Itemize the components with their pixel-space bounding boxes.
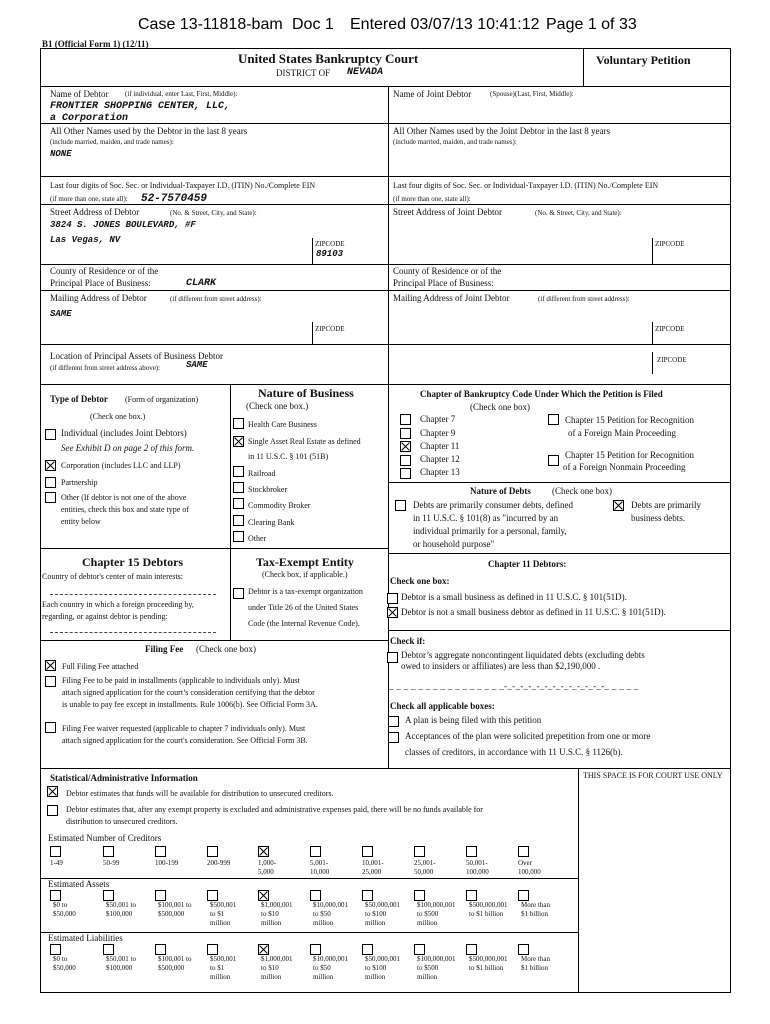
frame-right [730,48,731,992]
assets-option-2-line-1: $500,000 [158,910,185,918]
commodity-broker-checkbox[interactable] [233,498,244,509]
divider [40,86,731,87]
chapter-11-label: Chapter 11 [420,441,460,451]
assets-option-8-line-1: to $1 billion [469,910,504,918]
liabilities-option-7-line-2: million [417,973,438,981]
aggregate-debts-line1: Debtor’s aggregate noncontingent liquidated debts (excluding debts [401,650,645,660]
creditors-option-4-checkbox[interactable] [258,846,269,857]
divider [230,384,231,548]
liabilities-option-7-checkbox[interactable] [414,944,425,955]
funds-available-checkbox[interactable] [47,786,58,797]
chapter-9-checkbox[interactable] [400,428,411,439]
divider [40,290,731,291]
creditors-option-8-line-0: 50,001- [466,859,488,867]
divider [652,238,653,264]
business-debts-line2: business debts. [631,513,685,523]
liabilities-option-3-line-2: million [210,973,231,981]
creditors-option-0-checkbox[interactable] [50,846,61,857]
debtor-mailing-label: Mailing Address of Debtor [50,293,147,303]
assets-option-4-line-1: to $10 [261,910,279,918]
doc-number: Doc 1 [292,16,334,33]
assets-option-8-line-0: $500,000,001 [469,901,508,909]
creditors-option-9-checkbox[interactable] [518,846,529,857]
tax-exempt-checkbox[interactable] [233,588,244,599]
debtor-other-names-hint: (include married, maiden, and trade names): [50,138,174,146]
joint-county-label2: Principal Place of Business: [393,278,494,288]
divider [388,86,389,384]
divider [40,548,388,549]
assets-option-7-line-2: million [417,919,438,927]
assets-option-1-line-0: $50,001 to [106,901,136,909]
liabilities-option-6-line-2: million [365,973,386,981]
other-entity-line2: entities, check this box and state type of [61,505,189,514]
liabilities-option-6-line-0: $50,000,001 [365,955,400,963]
assets-option-6-line-1: to $100 [365,910,387,918]
frame-bottom [40,992,731,993]
joint-street-label: Street Address of Joint Debtor [393,207,502,217]
chapter-7-label: Chapter 7 [420,414,456,424]
divider [40,264,731,265]
liabilities-option-5-line-2: million [313,973,334,981]
creditors-option-7-line-0: 25,001- [414,859,436,867]
form-id: B1 (Official Form 1) (12/11) [42,39,149,49]
debtor-zip: 89103 [316,249,344,259]
fee-waiver-line2: attach signed application for the court's consideration. See Official Form 3B. [62,736,308,745]
creditors-option-7-checkbox[interactable] [414,846,425,857]
railroad-label: Railroad [248,469,276,478]
page-number: Page 1 of 33 [546,16,637,33]
single-asset-line2: in 11 U.S.C. § 101 (51B) [248,452,329,461]
aggregate-debts-line2: owed to insiders or affiliates) are less than $2,190,000 . [401,661,601,671]
debtor-mailing-zip-label: ZIPCODE [315,325,345,333]
corporation-checkbox[interactable] [45,460,56,471]
divider [40,768,731,769]
liabilities-option-3-line-1: to $1 [210,964,225,972]
tax-exempt-line2: under Title 26 of the United States [248,603,359,612]
assets-option-5-line-2: million [313,919,334,927]
location-value: SAME [186,360,208,370]
entered-date: Entered 03/07/13 10:41:12 [350,16,540,33]
no-funds-line1: Debtor estimates that, after any exempt property is excluded and administrative expenses paid, there will be no funds available for [66,805,483,814]
divider [40,123,731,124]
chapter-12-label: Chapter 12 [420,454,460,464]
debtor-ein: 52-7570459 [141,193,208,205]
chapter-15-nonmain-checkbox[interactable] [548,455,559,466]
clearing-bank-checkbox[interactable] [233,515,244,526]
single-asset-checkbox[interactable] [233,436,244,447]
debtor-zip-label: ZIPCODE [315,240,345,248]
creditors-option-2-line-0: 100-199 [155,859,179,867]
location-label: Location of Principal Assets of Business Debtor [50,351,223,361]
debtor-name-line1: FRONTIER SHOPPING CENTER, LLC, [50,101,231,112]
assets-option-0-checkbox[interactable] [50,890,61,901]
creditors-option-3-line-0: 200-999 [207,859,231,867]
partnership-checkbox[interactable] [45,477,56,488]
business-debts-checkbox[interactable] [613,500,624,511]
chapter-15-main-line2: of a Foreign Main Proceeding [568,428,676,438]
chapter-11-checkbox[interactable] [400,441,411,452]
liabilities-option-4-checkbox[interactable] [258,944,269,955]
fee-waiver-checkbox[interactable] [45,722,56,733]
full-fee-label: Full Filing Fee attached [62,662,139,671]
assets-option-3-line-0: $500,001 [210,901,237,909]
liabilities-option-9-checkbox[interactable] [518,944,529,955]
creditors-option-8-line-1: 100,000 [466,868,489,876]
clearing-bank-label: Clearing Bank [248,518,295,527]
liabilities-option-5-line-1: to $50 [313,964,331,972]
divider [40,640,388,641]
see-exhibit-d: See Exhibit D on page 2 of this form. [61,443,195,453]
divider [388,482,731,483]
divider [652,352,653,374]
divider [583,48,584,86]
joint-other-names-hint: (include married, maiden, and trade names): [393,138,517,146]
stockbroker-checkbox[interactable] [233,482,244,493]
joint-mailing-zip-label: ZIPCODE [655,325,685,333]
ch11-title: Chapter 11 Debtors: [488,559,567,569]
assets-option-6-checkbox[interactable] [362,890,373,901]
assets-option-2-line-0: $100,001 to [158,901,192,909]
full-fee-checkbox[interactable] [45,660,56,671]
assets-option-5-line-0: $10,000,001 [313,901,348,909]
assets-option-5-line-1: to $50 [313,910,331,918]
chapter-title: Chapter of Bankruptcy Code Under Which the Petition is Filed [420,389,663,399]
divider [40,176,731,177]
liabilities-option-1-checkbox[interactable] [103,944,114,955]
acceptances-line2: classes of creditors, in accordance with 11 U.S.C. § 1126(b). [405,747,623,757]
installments-checkbox[interactable] [45,676,56,687]
liabilities-option-0-checkbox[interactable] [50,944,61,955]
statistical-title: Statistical/Administrative Information [50,773,198,783]
plan-filed-checkbox[interactable] [388,716,399,727]
liabilities-option-6-checkbox[interactable] [362,944,373,955]
ch15-each-line1: Each country in which a foreign proceeding by, [42,600,194,609]
nature-business-check: (Check one box.) [246,401,309,411]
divider [50,594,216,595]
divider [578,768,579,992]
creditors-option-2-checkbox[interactable] [155,846,166,857]
creditors-option-4-line-1: 5,000 [258,868,274,876]
acceptances-checkbox[interactable] [388,732,399,743]
type-debtor-check: (Check one box.) [90,412,146,421]
liabilities-option-7-line-0: $100,000,001 [417,955,456,963]
joint-ssn-hint: (if more than one, state all): [393,195,471,203]
assets-option-3-line-1: to $1 [210,910,225,918]
assets-option-6-line-2: million [365,919,386,927]
nature-debts-title: Nature of Debts [470,486,531,496]
chapter-check: (Check one box) [470,402,530,412]
assets-option-0-line-0: $0 to [53,901,68,909]
liabilities-option-8-checkbox[interactable] [466,944,477,955]
assets-option-7-line-0: $100,000,001 [417,901,456,909]
tax-exempt-line3: Code (the Internal Revenue Code). [248,619,360,628]
creditors-option-8-checkbox[interactable] [466,846,477,857]
divider [40,384,731,385]
district-label: DISTRICT OF [276,68,331,78]
tax-exempt-title: Tax-Exempt Entity [256,555,354,569]
nature-debts-check: (Check one box) [552,486,612,496]
divider [50,632,216,633]
joint-county-label1: County of Residence or of the [393,266,502,276]
ch11-check-one: Check one box: [390,576,450,586]
liabilities-option-1-line-0: $50,001 to [106,955,136,963]
installments-line1: Filing Fee to be paid in installments (applicable to individuals only). Must [62,676,300,685]
liabilities-option-0-line-1: $50,000 [53,964,76,972]
aggregate-debts-checkbox[interactable] [387,652,398,663]
creditors-option-7-line-1: 50,000 [414,868,434,876]
joint-street-hint: (No. & Street, City, and State): [535,209,622,217]
assets-option-4-checkbox[interactable] [258,890,269,901]
corporation-label: Corporation (includes LLC and LLP) [61,461,181,470]
assets-option-2-checkbox[interactable] [155,890,166,901]
debtor-street1: 3824 S. JONES BOULEVARD, #F [50,220,196,230]
liabilities-option-4-line-0: $1,000,001 [261,955,293,963]
debtor-other-names-value: NONE [50,149,72,159]
consumer-debts-checkbox[interactable] [395,500,406,511]
assets-option-7-line-1: to $500 [417,910,439,918]
ch11-check-all: Check all applicable boxes: [390,701,495,711]
joint-name-label: Name of Joint Debtor [393,89,472,99]
stockbroker-label: Stockbroker [248,485,288,494]
creditors-option-6-line-0: 10,001- [362,859,384,867]
liabilities-option-2-line-1: $500,000 [158,964,185,972]
individual-checkbox[interactable] [45,429,56,440]
creditors-option-5-checkbox[interactable] [310,846,321,857]
ch15-each-line2: regarding, or against debtor is pending: [42,612,168,621]
plan-filed-label: A plan is being filed with this petition [405,715,542,725]
no-funds-checkbox[interactable] [47,805,58,816]
petition-type: Voluntary Petition [596,53,691,67]
health-care-checkbox[interactable] [233,418,244,429]
other-business-checkbox[interactable] [233,531,244,542]
creditors-option-4-line-0: 1,000- [258,859,277,867]
installments-line3: is unable to pay fee except in installments. Rule 1006(b). See Official Form 3A. [62,700,318,709]
debtor-ssn-label: Last four digits of Soc. Sec. or Individual-Taxpayer I.D. (ITIN) No./Complete EIN [50,181,316,190]
assets-option-3-checkbox[interactable] [207,890,218,901]
creditors-option-9-line-1: 100,000 [518,868,541,876]
liabilities-option-5-line-0: $10,000,001 [313,955,348,963]
liabilities-option-4-line-2: million [261,973,282,981]
assets-option-1-checkbox[interactable] [103,890,114,901]
filing-fee-check: (Check one box) [196,644,256,654]
other-entity-checkbox[interactable] [45,492,56,503]
debtor-name-line2: a Corporation [50,113,129,124]
liabilities-option-5-checkbox[interactable] [310,944,321,955]
debtor-county-label2: Principal Place of Business: [50,278,151,288]
assets-option-9-line-1: $1 billion [521,910,549,918]
location-hint: (if different from street address above): [50,364,161,372]
not-small-business-label: Debtor is not a small business debtor as defined in 11 U.S.C. § 101(51D). [401,607,666,617]
tax-exempt-check: (Check box, if applicable.) [262,570,348,579]
creditors-option-3-checkbox[interactable] [207,846,218,857]
liabilities-option-2-checkbox[interactable] [155,944,166,955]
debtor-name-hint: (if individual, enter Last, First, Middle): [125,90,238,98]
liabilities-option-4-line-1: to $10 [261,964,279,972]
individual-label: Individual (includes Joint Debtors) [61,428,187,438]
chapter-12-checkbox[interactable] [400,455,411,466]
court-use-only: THIS SPACE IS FOR COURT USE ONLY [583,771,723,780]
assets-option-0-line-1: $50,000 [53,910,76,918]
assets-option-4-line-0: $1,000,001 [261,901,293,909]
court-title: United States Bankruptcy Court [238,51,419,66]
filing-fee-title: Filing Fee [145,644,184,654]
type-debtor-title: Type of Debtor [50,394,108,404]
assets-option-3-line-2: million [210,919,231,927]
liabilities-option-9-line-0: More than [521,955,550,963]
liabilities-option-6-line-1: to $100 [365,964,387,972]
chapter-7-checkbox[interactable] [400,414,411,425]
assets-option-1-line-1: $100,000 [106,910,133,918]
liabilities-title: Estimated Liabilities [48,933,123,943]
assets-option-4-line-2: million [261,919,282,927]
creditors-option-5-line-0: 5,001- [310,859,329,867]
frame-top [40,48,731,49]
business-debts-line1: Debts are primarily [631,500,701,510]
divider [388,384,389,768]
single-asset-line1: Single Asset Real Estate as defined [248,437,361,446]
assets-title: Estimated Assets [48,879,110,889]
acceptances-line1: Acceptances of the plan were solicited prepetition from one or more [405,731,651,741]
small-business-label: Debtor is a small business as defined in 11 U.S.C. § 101(51D). [401,592,627,602]
creditors-option-1-line-0: 50-99 [103,859,120,867]
commodity-broker-label: Commodity Broker [248,501,311,510]
divider [312,322,313,344]
divider [388,630,731,631]
fee-waiver-line1: Filing Fee waiver requested (applicable to chapter 7 individuals only). Must [62,724,306,733]
location-zip-label: ZIPCODE [657,356,687,364]
assets-option-7-checkbox[interactable] [414,890,425,901]
other-business-label: Other [248,534,267,543]
ch11-dash-separator: _ _ _ _ _ _ _ _ _ _ _ _ _ _ _ _-_-_-_-_-_-_-_-_-_-_-_-_-_ _ _ _ _ [389,681,639,691]
creditors-option-5-line-1: 10,000 [310,868,330,876]
joint-mailing-label: Mailing Address of Joint Debtor [393,293,510,303]
debtor-other-names-label: All Other Names used by the Debtor in the last 8 years [50,126,248,136]
chapter-13-checkbox[interactable] [400,468,411,479]
liabilities-option-1-line-1: $100,000 [106,964,133,972]
frame-left [40,48,41,992]
debtor-ssn-hint: (if more than one, state all): [50,195,128,203]
debtor-county-label1: County of Residence or of the [50,266,159,276]
railroad-checkbox[interactable] [233,466,244,477]
divider [312,238,313,264]
tax-exempt-line1: Debtor is a tax-exempt organization [248,587,363,596]
divider [230,548,231,640]
creditors-option-0-line-0: 1-49 [50,859,63,867]
liabilities-option-3-checkbox[interactable] [207,944,218,955]
assets-option-9-checkbox[interactable] [518,890,529,901]
case-number: Case 13-11818-bam [138,16,283,33]
joint-name-hint: (Spouse)(Last, First, Middle): [490,90,574,98]
consumer-debts-line1: Debts are primarily consumer debts, defined [413,500,573,510]
assets-option-6-line-0: $50,000,001 [365,901,400,909]
chapter-15-main-checkbox[interactable] [548,414,559,425]
creditors-option-9-line-0: Over [518,859,532,867]
divider [652,322,653,344]
chapter-9-label: Chapter 9 [420,428,456,438]
liabilities-option-0-line-0: $0 to [53,955,68,963]
assets-option-5-checkbox[interactable] [310,890,321,901]
liabilities-option-8-line-0: $500,000,001 [469,955,508,963]
funds-available-label: Debtor estimates that funds will be available for distribution to unsecured creditors. [66,789,334,798]
assets-option-8-checkbox[interactable] [466,890,477,901]
joint-ssn-label: Last four digits of Soc. Sec. or Individual-Taxpayer I.D. (ITIN) No./Complete EIN [393,181,659,190]
consumer-debts-line3: individual primarily for a personal, family, [413,526,567,536]
debtor-name-label: Name of Debtor [50,89,109,99]
debtor-street2: Las Vegas, NV [50,235,121,245]
debtor-county: CLARK [186,278,217,289]
assets-option-9-line-0: More than [521,901,550,909]
type-debtor-subtitle: (Form of organization) [125,395,199,404]
ch15-debtors-title: Chapter 15 Debtors [82,555,184,569]
ch15-country-label: Country of debtor's center of main interests: [42,572,183,581]
divider [40,344,731,345]
chapter-13-label: Chapter 13 [420,467,460,477]
creditors-option-6-checkbox[interactable] [362,846,373,857]
chapter-15-main-line1: Chapter 15 Petition for Recognition [565,415,694,425]
debtor-mailing-hint: (if different from street address): [170,295,262,303]
not-small-business-checkbox[interactable] [387,607,398,618]
chapter-15-nonmain-line1: Chapter 15 Petition for Recognition [565,450,694,460]
divider [388,553,731,554]
liabilities-option-8-line-1: to $1 billion [469,964,504,972]
debtor-mailing: SAME [50,309,72,319]
creditors-option-6-line-1: 25,000 [362,868,382,876]
health-care-label: Health Care Business [248,420,317,429]
creditors-title: Estimated Number of Creditors [48,833,162,843]
creditors-option-1-checkbox[interactable] [103,846,114,857]
installments-line2: attach signed application for the court’s consideration certifying that the debtor [62,688,315,697]
joint-other-names-label: All Other Names used by the Joint Debtor in the last 8 years [393,126,610,136]
other-entity-line3: entity below [61,517,101,526]
liabilities-option-9-line-1: $1 billion [521,964,549,972]
consumer-debts-line2: in 11 U.S.C. § 101(8) as "incurred by an [413,513,559,523]
district-value: NEVADA [347,67,384,78]
small-business-checkbox[interactable] [387,593,398,604]
debtor-street-label: Street Address of Debtor [50,207,140,217]
joint-zip-label: ZIPCODE [655,240,685,248]
liabilities-option-7-line-1: to $500 [417,964,439,972]
divider [40,204,731,205]
liabilities-option-2-line-0: $100,001 to [158,955,192,963]
joint-mailing-hint: (if different from street address): [538,295,630,303]
divider [40,878,578,879]
no-funds-line2: distribution to unsecured creditors. [66,817,178,826]
partnership-label: Partnership [61,478,98,487]
nature-business-title: Nature of Business [258,386,354,400]
liabilities-option-3-line-0: $500,001 [210,955,237,963]
debtor-street-hint: (No. & Street, City, and State): [170,209,257,217]
consumer-debts-line4: or household purpose" [413,539,495,549]
ch11-check-if: Check if: [390,636,426,646]
chapter-15-nonmain-line2: of a Foreign Nonmain Proceeding [563,462,686,472]
other-entity-line1: Other (If debtor is not one of the above [61,493,187,502]
